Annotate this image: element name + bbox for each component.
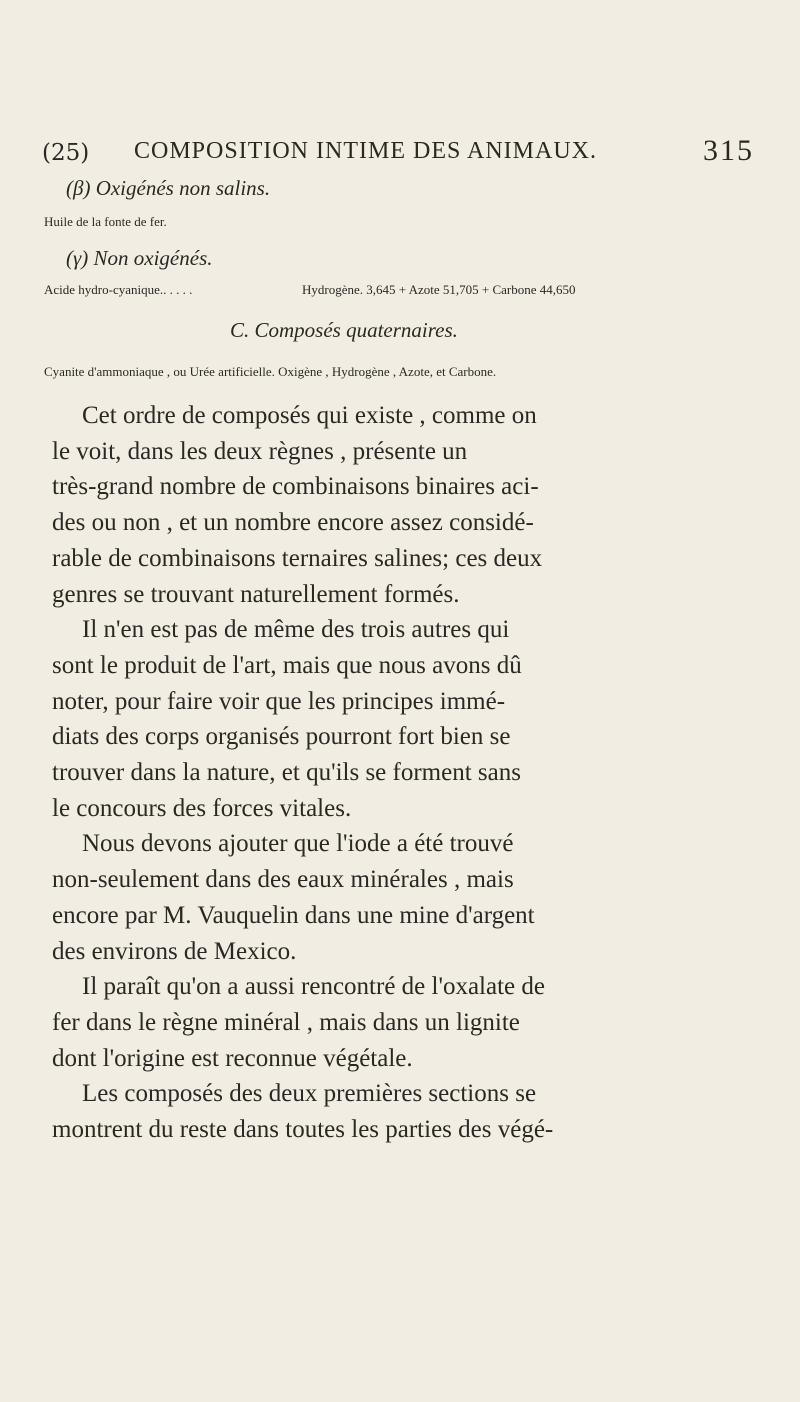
body-line: Cet ordre de composés qui existe , comme on [82, 402, 537, 429]
body-line: le concours des forces vitales. [52, 794, 352, 822]
body-line: des ou non , et un nombre encore assez considé- [52, 509, 534, 537]
section-c-heading: C. Composés quaternaires. [230, 318, 458, 342]
body-line: Les composés des deux premières sections se [82, 1080, 537, 1108]
body-line: noter, pour faire voir que les principes immé- [52, 687, 506, 715]
page-number: 315 [703, 134, 754, 167]
body-line: montrent du reste dans toutes les parties des végé- [52, 1116, 554, 1143]
body-line: des environs de Mexico. [52, 937, 297, 965]
running-header [42, 134, 754, 174]
section-gamma-heading: (γ) Non oxigénés. [66, 246, 213, 270]
section-beta-entry: Huile de la fonte de fer. [44, 214, 167, 229]
section-gamma-entry-name: Acide hydro-cyanique.. . . . . [44, 282, 193, 297]
body-line: sont le produit de l'art, mais que nous avons dû [52, 651, 522, 679]
body-line: non-seulement dans des eaux minérales , mais [52, 866, 514, 894]
body-line: genres se trouvant naturellement formés. [52, 580, 460, 608]
body-line: le voit, dans les deux règnes , présente un [52, 437, 468, 465]
body-line: très-grand nombre de combinaisons binaires aci- [52, 473, 539, 501]
body-line: fer dans le règne minéral , mais dans un lignite [52, 1008, 520, 1036]
signature-mark: (25) [42, 140, 90, 166]
section-gamma-entry [44, 282, 756, 298]
body-line: Il n'en est pas de même des trois autres qui [82, 616, 510, 644]
body-line: encore par M. Vauquelin dans une mine d'argent [52, 901, 535, 929]
section-gamma-entry-values: Hydrogène. 3,645 + Azote 51,705 + Carbone 44,650 [302, 282, 576, 297]
body-line: rable de combinaisons ternaires salines; ces deux [52, 544, 543, 572]
body-line: dont l'origine est reconnue végétale. [52, 1044, 413, 1072]
section-c-entry: Cyanite d'ammoniaque , ou Urée artificielle. Oxigène , Hydrogène , Azote, et Carbone. [44, 364, 497, 379]
running-title: COMPOSITION INTIME DES ANIMAUX. [134, 138, 597, 164]
body-line: Nous devons ajouter que l'iode a été trouvé [82, 830, 514, 858]
body-line: trouver dans la nature, et qu'ils se forment sans [52, 759, 521, 786]
section-beta-heading: (β) Oxigénés non salins. [66, 176, 271, 200]
body-line: diats des corps organisés pourront fort bien se [52, 723, 511, 751]
body-line: Il paraît qu'on a aussi rencontré de l'oxalate de [82, 973, 545, 1001]
